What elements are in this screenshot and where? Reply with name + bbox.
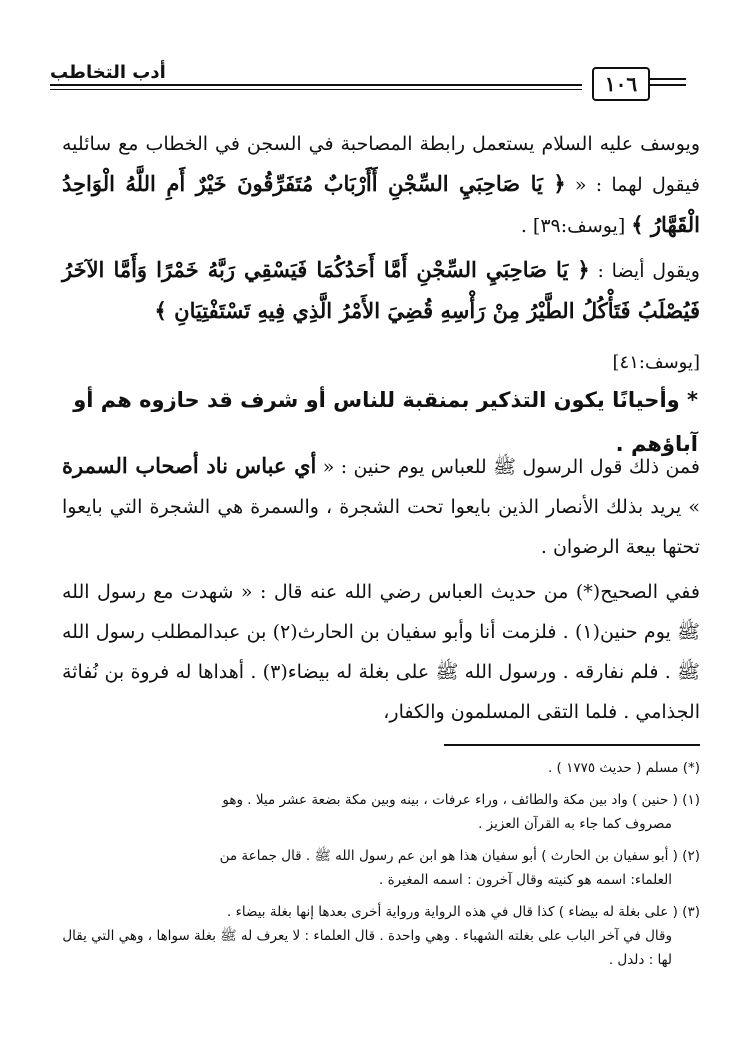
running-header-title: أدب التخاطب [50,62,166,83]
verse-reference-2: [يوسف:٤١] [612,352,700,373]
paragraph-2-intro: ويقول أيضا : [589,260,700,282]
footnote-star [60,756,700,780]
quran-verse-1: ﴿ يَا صَاحِبَيِ السِّجْنِ أَأَرْبَابٌ مُتَفَرِّقُونَ خَيْرٌ أَمِ اللَّهُ الْوَاحِدُ الْقَهَّارُ ﴾ [62,171,700,237]
footnote-text: (٢) ( أبو سفيان بن الحارث ) أبو سفيان هذا هو ابن عم رسول الله ﷺ . قال جماعة من [219,848,700,864]
paragraph-1 [62,124,700,246]
footnote-text: (*) مسلم ( حديث ١٧٧٥ ) . [547,760,700,776]
header-rule [50,84,582,86]
footnote-2 [60,844,700,892]
page-number: ١٠٦ [592,67,650,101]
footnote-3 [60,900,700,972]
verse-reference-1: [يوسف:٣٩] . [520,215,632,237]
header-rule-thin [50,89,582,90]
quran-verse-2: ﴿ يَا صَاحِبَيِ السِّجْنِ أَمَّا أَحَدُكُمَا فَيَسْقِي رَبَّهُ خَمْرًا وَأَمَّا الآخَرُ فَيُصْلَبُ فَتَأْكُلُ الطَّيْرُ مِنْ رَأْسِهِ قُضِيَ الأَمْرُ الَّذِي فِيهِ تَسْتَفْتِيَانِ ﴾ [62,257,700,323]
paragraph-4: ففي الصحيح(*) من حديث العباس رضي الله عنه قال : « شهدت مع رسول الله ﷺ يوم حنين(١) . فلزمت أنا وأبو سفيان بن الحارث(٢) بن عبدالمطلب رسول الله ﷺ . فلم نفارقه . ورسول الله ﷺ على بغلة له بيضاء(٣) . أهداها له فروة بن نُفاثة الجذامي . فلما التقى المسلمون والكفار، [62,581,700,723]
paragraph-3 [62,446,700,567]
footnote-continuation: وقال في آخر الباب على بغلته الشهباء . وهي واحدة . قال العلماء : لا يعرف له ﷺ بغلة سواها ، وهي التي يقال لها : دلدل . [62,928,672,968]
paragraph-3-explanation: » يريد بذلك الأنصار الذين بايعوا تحت الشجرة ، والسمرة هي الشجرة التي بايعوا تحتها بيعة الرضوان . [62,496,700,558]
page-number-ornament [646,78,686,80]
paragraph-2 [62,250,700,332]
paragraph-3-intro: فمن ذلك قول الرسول ﷺ للعباس يوم حنين : « [316,456,700,478]
footnote-text: (١) ( حنين ) واد بين مكة والطائف ، وراء عرفات ، بينه وبين مكة بضعة عشر ميلا . وهو [222,792,700,808]
footnote-continuation: العلماء: اسمه هو كنيته وقال آخرون : اسمه المغيرة . [379,872,672,888]
footnote-separator [444,744,700,746]
footnotes [60,756,700,980]
page-number-ornament [646,84,686,86]
section-heading: * وأحيانًا يكون التذكير بمنقبة للناس أو شرف قد حازوه هم أو آباؤهم . [73,388,698,456]
hadith-quote: أي عباس ناد أصحاب السمرة [62,453,317,478]
footnote-continuation: مصروف كما جاء به القرآن العزيز . [478,816,672,832]
paragraph-1-intro: ويوسف عليه السلام يستعمل رابطة المصاحبة في السجن في الخطاب مع سائليه فيقول لهما : « [62,133,700,196]
footnote-text: (٣) ( على بغلة له بيضاء ) كذا قال في هذه الرواية ورواية أخرى بعدها إنها بغلة بيضاء . [226,904,700,920]
footnote-1 [60,788,700,836]
